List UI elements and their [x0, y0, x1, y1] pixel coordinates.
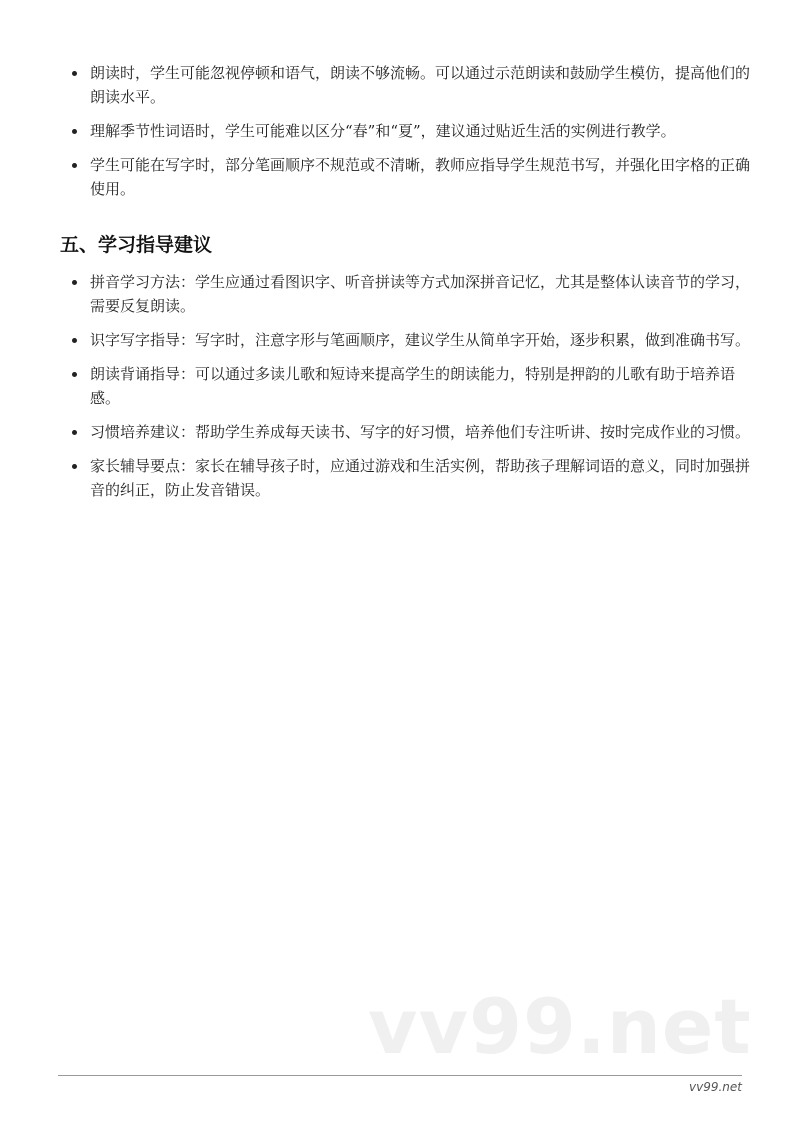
- list-item-text: 拼音学习方法：学生应通过看图识字、听音拼读等方式加深拼音记忆，尤其是整体认读音节的学习，需要反复朗读。: [90, 273, 751, 315]
- bullet-icon: [72, 129, 77, 134]
- list-item: [60, 328, 750, 352]
- bullet-icon: [72, 163, 77, 168]
- list-item: [60, 362, 750, 410]
- bullet-icon: [72, 338, 77, 343]
- list-item-text: 朗读背诵指导：可以通过多读儿歌和短诗来提高学生的朗读能力，特别是押韵的儿歌有助于培养语感。: [90, 365, 736, 407]
- list-item: [60, 420, 750, 444]
- list-item: [60, 119, 750, 143]
- list-item-text: 识字写字指导：写字时，注意字形与笔画顺序，建议学生从简单字开始，逐步积累，做到准确书写。: [90, 331, 751, 349]
- bullet-icon: [72, 430, 77, 435]
- list-item: [60, 153, 750, 201]
- list-item: [60, 270, 750, 318]
- bullet-icon: [72, 464, 77, 469]
- common-errors-list-continued: [60, 61, 750, 211]
- list-item: [60, 61, 750, 109]
- watermark: vv99.net: [368, 982, 752, 1071]
- list-item-text: 学生可能在写字时，部分笔画顺序不规范或不清晰，教师应指导学生规范书写，并强化田字格的正确使用。: [90, 156, 751, 198]
- list-item-text: 家长辅导要点：家长在辅导孩子时，应通过游戏和生活实例，帮助孩子理解词语的意义，同时加强拼音的纠正，防止发音错误。: [90, 457, 751, 499]
- bullet-icon: [72, 280, 77, 285]
- bullet-icon: [72, 71, 77, 76]
- bullet-icon: [72, 372, 77, 377]
- footer-divider: [58, 1075, 742, 1076]
- list-item-text: 习惯培养建议：帮助学生养成每天读书、写字的好习惯，培养他们专注听讲、按时完成作业的习惯。: [90, 423, 751, 441]
- learning-guidance-list: [60, 270, 750, 512]
- list-item: [60, 454, 750, 502]
- footer-site-label: vv99.net: [689, 1080, 742, 1094]
- section-heading: 五、学习指导建议: [60, 234, 213, 256]
- list-item-text: 理解季节性词语时，学生可能难以区分“春”和“夏”，建议通过贴近生活的实例进行教学。: [90, 122, 676, 140]
- list-item-text: 朗读时，学生可能忽视停顿和语气，朗读不够流畅。可以通过示范朗读和鼓励学生模仿，提高他们的朗读水平。: [90, 64, 751, 106]
